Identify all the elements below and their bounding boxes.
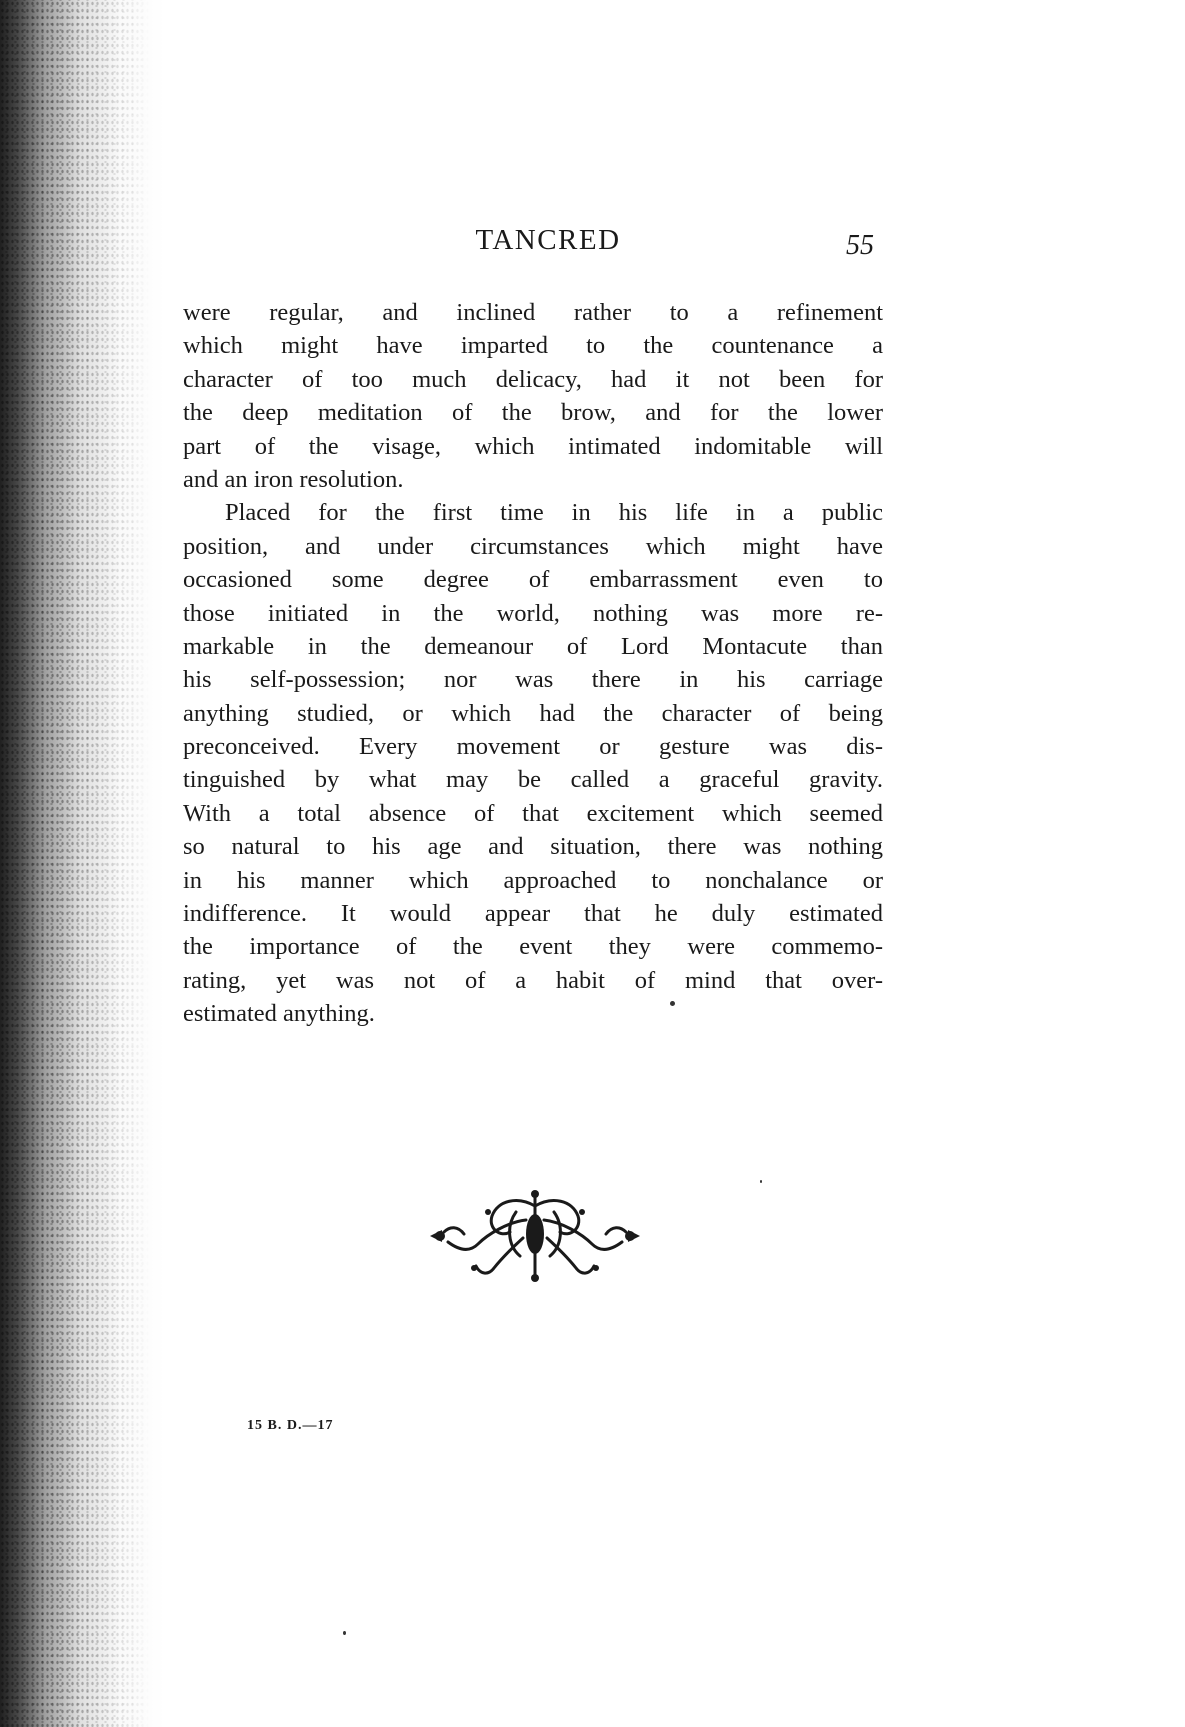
text-line: indifference. It would appear that he duly estimated	[183, 900, 883, 928]
text-line: part of the visage, which intimated indomitable will	[183, 432, 883, 460]
signature-mark: 15 B. D.—17	[247, 1418, 334, 1433]
text-line: occasioned some degree of embarrassment even to	[183, 566, 883, 594]
text-line: those initiated in the world, nothing was more re-	[183, 599, 883, 627]
text-line: markable in the demeanour of Lord Montacute than	[183, 632, 883, 660]
floral-tailpiece-ornament-icon	[428, 1186, 642, 1286]
text-line: character of too much delicacy, had it not been for	[183, 365, 883, 393]
text-line: estimated anything.	[183, 1000, 375, 1028]
text-line: were regular, and inclined rather to a refinement	[183, 299, 883, 326]
text-line: the deep meditation of the brow, and for the lower	[183, 399, 883, 427]
text-line: position, and under circumstances which might have	[183, 532, 883, 560]
text-line: and an iron resolution.	[183, 465, 404, 493]
text-line: which might have imparted to the countenance a	[183, 332, 883, 360]
text-line: tinguished by what may be called a graceful gravity.	[183, 766, 883, 794]
text-line: rating, yet was not of a habit of mind that over-	[183, 966, 883, 994]
body-text	[183, 296, 883, 1031]
text-line: so natural to his age and situation, there was nothing	[183, 833, 883, 861]
running-title: TANCRED	[475, 224, 621, 256]
text-line: Placed for the first time in his life in a public	[225, 499, 883, 527]
ink-speck	[760, 1180, 762, 1183]
text-line: With a total absence of that excitement which seemed	[183, 799, 883, 827]
text-line: his self-possession; nor was there in his carriage	[183, 666, 883, 694]
running-head	[0, 224, 1185, 274]
page-number: 55	[846, 230, 874, 261]
ink-speck	[670, 1001, 675, 1006]
text-line: preconceived. Every movement or gesture was dis-	[183, 733, 883, 761]
text-line: anything studied, or which had the character of being	[183, 699, 883, 727]
ink-speck	[343, 1631, 346, 1635]
text-line: the importance of the event they were commemo-	[183, 933, 883, 961]
text-line: in his manner which approached to nonchalance or	[183, 866, 883, 894]
